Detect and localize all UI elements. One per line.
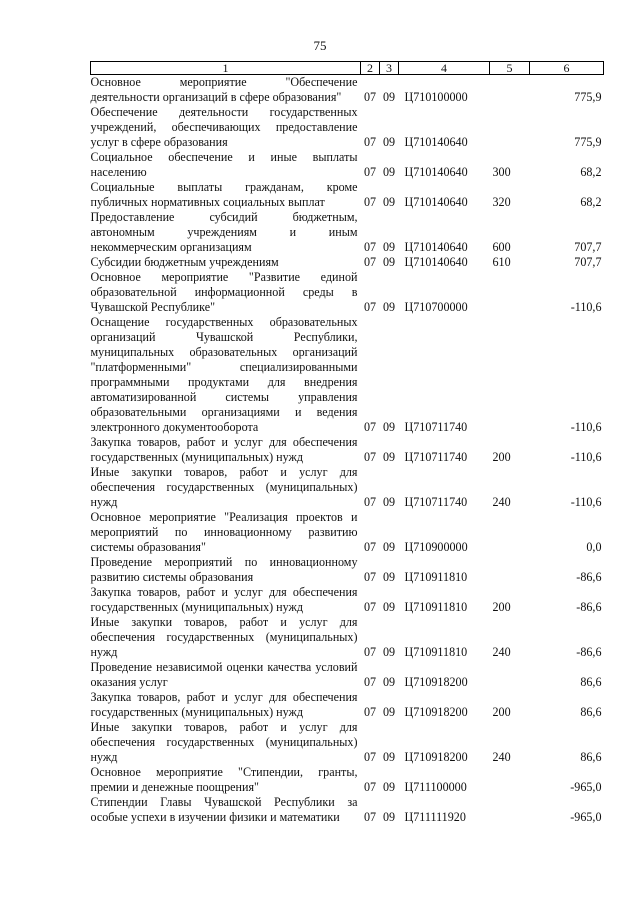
row-name: Закупка товаров, работ и услуг для обеспечения государственных (муниципальных) нужд bbox=[90, 690, 358, 719]
table-row bbox=[91, 105, 604, 150]
table-row bbox=[91, 765, 604, 795]
row-expense-type bbox=[490, 510, 530, 555]
header-col-5: 5 bbox=[490, 62, 530, 75]
table-row bbox=[91, 315, 604, 435]
row-subsection: 09 bbox=[382, 90, 396, 104]
table-header-row bbox=[91, 62, 604, 75]
row-section: 07 bbox=[363, 600, 377, 614]
row-subsection: 09 bbox=[382, 420, 396, 434]
row-expense-type bbox=[490, 315, 530, 435]
row-section: 07 bbox=[363, 240, 377, 254]
table-row bbox=[91, 270, 604, 315]
row-section: 07 bbox=[363, 255, 377, 269]
row-subsection: 09 bbox=[382, 675, 396, 689]
row-expense-type: 200 bbox=[492, 450, 511, 464]
row-section: 07 bbox=[363, 540, 377, 554]
row-amount: 775,9 bbox=[574, 90, 602, 104]
table-row bbox=[91, 465, 604, 510]
row-amount: 86,6 bbox=[580, 675, 602, 689]
row-section: 07 bbox=[363, 165, 377, 179]
row-subsection: 09 bbox=[382, 705, 396, 719]
row-section: 07 bbox=[363, 750, 377, 764]
row-amount: 707,7 bbox=[574, 240, 602, 254]
row-name: Основное мероприятие "Развитие единой образовательной информационной среды в Чувашской Республике" bbox=[90, 270, 358, 314]
row-section: 07 bbox=[363, 420, 377, 434]
row-expense-type: 200 bbox=[492, 600, 511, 614]
row-expense-type: 240 bbox=[492, 645, 511, 659]
row-amount: -86,6 bbox=[576, 645, 602, 659]
row-name: Субсидии бюджетным учреждениям bbox=[90, 255, 279, 269]
row-target-code: Ц710140640 bbox=[404, 195, 468, 209]
row-subsection: 09 bbox=[382, 810, 396, 824]
row-name: Предоставление субсидий бюджетным, автономным учреждениям и иным некоммерческим организациям bbox=[90, 210, 358, 254]
row-target-code: Ц710711740 bbox=[404, 420, 468, 434]
row-target-code: Ц710711740 bbox=[404, 495, 468, 509]
row-name: Закупка товаров, работ и услуг для обеспечения государственных (муниципальных) нужд bbox=[90, 435, 358, 464]
row-name: Проведение мероприятий по инновационному развитию системы образования bbox=[90, 555, 358, 584]
page-number: 75 bbox=[313, 38, 327, 53]
row-amount: -110,6 bbox=[570, 420, 602, 434]
row-amount: -965,0 bbox=[570, 810, 602, 824]
row-subsection: 09 bbox=[382, 495, 396, 509]
row-expense-type: 300 bbox=[492, 165, 511, 179]
row-expense-type bbox=[490, 795, 530, 825]
row-target-code: Ц710918200 bbox=[404, 705, 468, 719]
table-row bbox=[91, 75, 604, 106]
row-section: 07 bbox=[363, 645, 377, 659]
row-section: 07 bbox=[363, 780, 377, 794]
row-section: 07 bbox=[363, 300, 377, 314]
row-name: Обеспечение деятельности государственных учреждений, обеспечивающих предоставление услуг в сфере образования bbox=[90, 105, 358, 149]
row-expense-type bbox=[490, 270, 530, 315]
header-col-6: 6 bbox=[530, 62, 604, 75]
row-subsection: 09 bbox=[382, 195, 396, 209]
row-expense-type: 240 bbox=[492, 495, 511, 509]
row-section: 07 bbox=[363, 705, 377, 719]
row-amount: 68,2 bbox=[580, 195, 602, 209]
row-name: Социальные выплаты гражданам, кроме публичных нормативных социальных выплат bbox=[90, 180, 358, 209]
header-col-2: 2 bbox=[361, 62, 380, 75]
table-row bbox=[91, 180, 604, 210]
row-name: Основное мероприятие "Стипендии, гранты, премии и денежные поощрения" bbox=[90, 765, 358, 794]
row-subsection: 09 bbox=[382, 135, 396, 149]
row-amount: -965,0 bbox=[570, 780, 602, 794]
table-row bbox=[91, 690, 604, 720]
row-target-code: Ц710140640 bbox=[404, 240, 468, 254]
row-expense-type: 240 bbox=[492, 750, 511, 764]
row-target-code: Ц710700000 bbox=[404, 300, 468, 314]
row-section: 07 bbox=[363, 675, 377, 689]
table-row bbox=[91, 255, 604, 270]
row-expense-type bbox=[490, 75, 530, 106]
row-subsection: 09 bbox=[382, 300, 396, 314]
table-row bbox=[91, 435, 604, 465]
row-section: 07 bbox=[363, 570, 377, 584]
row-amount: -86,6 bbox=[576, 570, 602, 584]
row-subsection: 09 bbox=[382, 750, 396, 764]
table-row bbox=[91, 555, 604, 585]
row-name: Социальное обеспечение и иные выплаты населению bbox=[90, 150, 358, 179]
row-subsection: 09 bbox=[382, 645, 396, 659]
row-section: 07 bbox=[363, 450, 377, 464]
row-subsection: 09 bbox=[382, 240, 396, 254]
row-expense-type: 610 bbox=[492, 255, 511, 269]
row-name: Основное мероприятие "Реализация проектов и мероприятий по инновационному развитию системы образования" bbox=[90, 510, 358, 554]
row-expense-type: 600 bbox=[492, 240, 511, 254]
row-target-code: Ц710918200 bbox=[404, 750, 468, 764]
row-name: Иные закупки товаров, работ и услуг для обеспечения государственных (муниципальных) нужд bbox=[90, 465, 358, 509]
row-target-code: Ц710140640 bbox=[404, 135, 468, 149]
row-target-code: Ц711100000 bbox=[404, 780, 467, 794]
row-target-code: Ц710140640 bbox=[404, 255, 468, 269]
row-name: Иные закупки товаров, работ и услуг для обеспечения государственных (муниципальных) нужд bbox=[90, 720, 358, 764]
row-amount: -110,6 bbox=[570, 300, 602, 314]
table-row bbox=[91, 150, 604, 180]
table-row bbox=[91, 585, 604, 615]
row-subsection: 09 bbox=[382, 600, 396, 614]
row-name: Оснащение государственных образовательных организаций Чувашской Республики, муниципальных образовательных организаций "платформенными" специализированными программными продуктами для внедрения автоматизированной системы управления образовательными организациями и ведения электронного документооборота bbox=[90, 315, 358, 434]
row-amount: -110,6 bbox=[570, 495, 602, 509]
row-subsection: 09 bbox=[382, 255, 396, 269]
row-section: 07 bbox=[363, 810, 377, 824]
row-target-code: Ц711111920 bbox=[404, 810, 466, 824]
row-amount: 68,2 bbox=[580, 165, 602, 179]
row-target-code: Ц710140640 bbox=[404, 165, 468, 179]
row-target-code: Ц710900000 bbox=[404, 540, 468, 554]
row-target-code: Ц710711740 bbox=[404, 450, 468, 464]
row-name: Стипендии Главы Чувашской Республики за особые успехи в изучении физики и математики bbox=[90, 795, 358, 824]
row-target-code: Ц710100000 bbox=[404, 90, 468, 104]
row-subsection: 09 bbox=[382, 165, 396, 179]
table-row bbox=[91, 660, 604, 690]
table-row bbox=[91, 795, 604, 825]
row-subsection: 09 bbox=[382, 540, 396, 554]
row-expense-type bbox=[490, 660, 530, 690]
row-target-code: Ц710911810 bbox=[404, 570, 468, 584]
row-subsection: 09 bbox=[382, 780, 396, 794]
row-name: Основное мероприятие "Обеспечение деятельности организаций в сфере образования" bbox=[90, 75, 358, 104]
row-section: 07 bbox=[363, 135, 377, 149]
row-section: 07 bbox=[363, 495, 377, 509]
table-row bbox=[91, 720, 604, 765]
row-amount: 86,6 bbox=[580, 750, 602, 764]
row-section: 07 bbox=[363, 90, 377, 104]
row-amount: 0,0 bbox=[586, 540, 602, 554]
row-expense-type bbox=[490, 765, 530, 795]
row-amount: 707,7 bbox=[574, 255, 602, 269]
row-name: Иные закупки товаров, работ и услуг для обеспечения государственных (муниципальных) нужд bbox=[90, 615, 358, 659]
row-amount: -86,6 bbox=[576, 600, 602, 614]
row-target-code: Ц710911810 bbox=[404, 645, 468, 659]
row-name: Закупка товаров, работ и услуг для обеспечения государственных (муниципальных) нужд bbox=[90, 585, 358, 614]
row-subsection: 09 bbox=[382, 570, 396, 584]
row-amount: 86,6 bbox=[580, 705, 602, 719]
row-target-code: Ц710918200 bbox=[404, 675, 468, 689]
table-row bbox=[91, 510, 604, 555]
row-amount: -110,6 bbox=[570, 450, 602, 464]
row-amount: 775,9 bbox=[574, 135, 602, 149]
row-section: 07 bbox=[363, 195, 377, 209]
row-target-code: Ц710911810 bbox=[404, 600, 468, 614]
row-expense-type bbox=[490, 105, 530, 150]
header-col-3: 3 bbox=[380, 62, 399, 75]
row-name: Проведение независимой оценки качества условий оказания услуг bbox=[90, 660, 358, 689]
table-row bbox=[91, 615, 604, 660]
row-subsection: 09 bbox=[382, 450, 396, 464]
table-row bbox=[91, 210, 604, 255]
row-expense-type: 320 bbox=[492, 195, 511, 209]
table-body bbox=[91, 75, 604, 826]
header-col-1: 1 bbox=[91, 62, 361, 75]
row-expense-type bbox=[490, 555, 530, 585]
row-expense-type: 200 bbox=[492, 705, 511, 719]
budget-table bbox=[90, 61, 604, 825]
header-col-4: 4 bbox=[399, 62, 490, 75]
